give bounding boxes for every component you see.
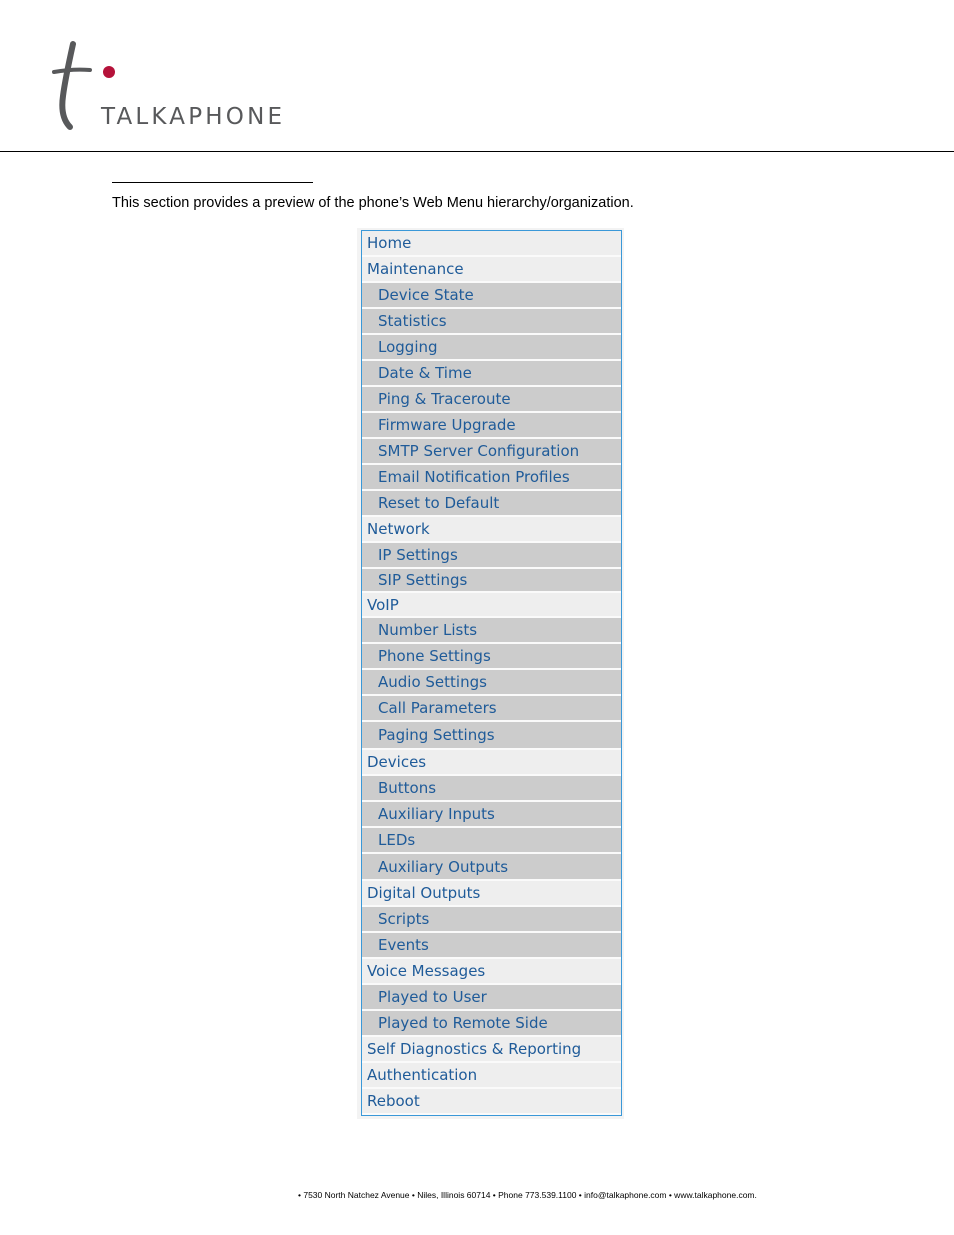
menu-item-number-lists[interactable]: Number Lists [362,618,621,644]
menu-item-logging[interactable]: Logging [362,335,621,361]
menu-item-auxiliary-outputs[interactable]: Auxiliary Outputs [362,854,621,881]
intro-text: This section provides a preview of the phone’s Web Menu hierarchy/organization. [112,195,634,211]
menu-item-phone-settings[interactable]: Phone Settings [362,644,621,670]
menu-item-reset-to-default[interactable]: Reset to Default [362,491,621,517]
menu-item-events[interactable]: Events [362,933,621,959]
menu-item-buttons[interactable]: Buttons [362,776,621,802]
menu-item-digital-outputs[interactable]: Digital Outputs [362,881,621,907]
menu-item-date-and-time[interactable]: Date & Time [362,361,621,387]
menu-item-ping-and-traceroute[interactable]: Ping & Traceroute [362,387,621,413]
menu-item-sip-settings[interactable]: SIP Settings [362,569,621,593]
menu-item-self-diagnostics-and-reporting[interactable]: Self Diagnostics & Reporting [362,1037,621,1063]
section-heading-rule [112,182,313,183]
menu-item-statistics[interactable]: Statistics [362,309,621,335]
menu-item-call-parameters[interactable]: Call Parameters [362,696,621,722]
menu-item-played-to-remote-side[interactable]: Played to Remote Side [362,1011,621,1037]
menu-item-device-state[interactable]: Device State [362,283,621,309]
menu-item-reboot[interactable]: Reboot [362,1089,621,1115]
menu-item-leds[interactable]: LEDs [362,828,621,854]
menu-item-voip[interactable]: VoIP [362,593,621,618]
menu-item-authentication[interactable]: Authentication [362,1063,621,1089]
brand-name: TALKAPHONE [101,104,286,130]
menu-item-ip-settings[interactable]: IP Settings [362,543,621,569]
header-divider [0,151,954,152]
menu-item-scripts[interactable]: Scripts [362,907,621,933]
menu-item-audio-settings[interactable]: Audio Settings [362,670,621,696]
web-menu [361,230,622,1116]
menu-item-network[interactable]: Network [362,517,621,543]
menu-item-email-notification-profiles[interactable]: Email Notification Profiles [362,465,621,491]
menu-item-maintenance[interactable]: Maintenance [362,257,621,283]
menu-item-played-to-user[interactable]: Played to User [362,985,621,1011]
menu-item-home[interactable]: Home [362,231,621,257]
menu-item-smtp-server-configuration[interactable]: SMTP Server Configuration [362,439,621,465]
menu-item-voice-messages[interactable]: Voice Messages [362,959,621,985]
menu-item-firmware-upgrade[interactable]: Firmware Upgrade [362,413,621,439]
footer-address: • 7530 North Natchez Avenue • Niles, Illinois 60714 • Phone 773.539.1100 • info@talkaphone.com • www.talkaphone.com. [298,1190,757,1200]
menu-item-paging-settings[interactable]: Paging Settings [362,722,621,750]
menu-item-auxiliary-inputs[interactable]: Auxiliary Inputs [362,802,621,828]
menu-item-devices[interactable]: Devices [362,750,621,776]
